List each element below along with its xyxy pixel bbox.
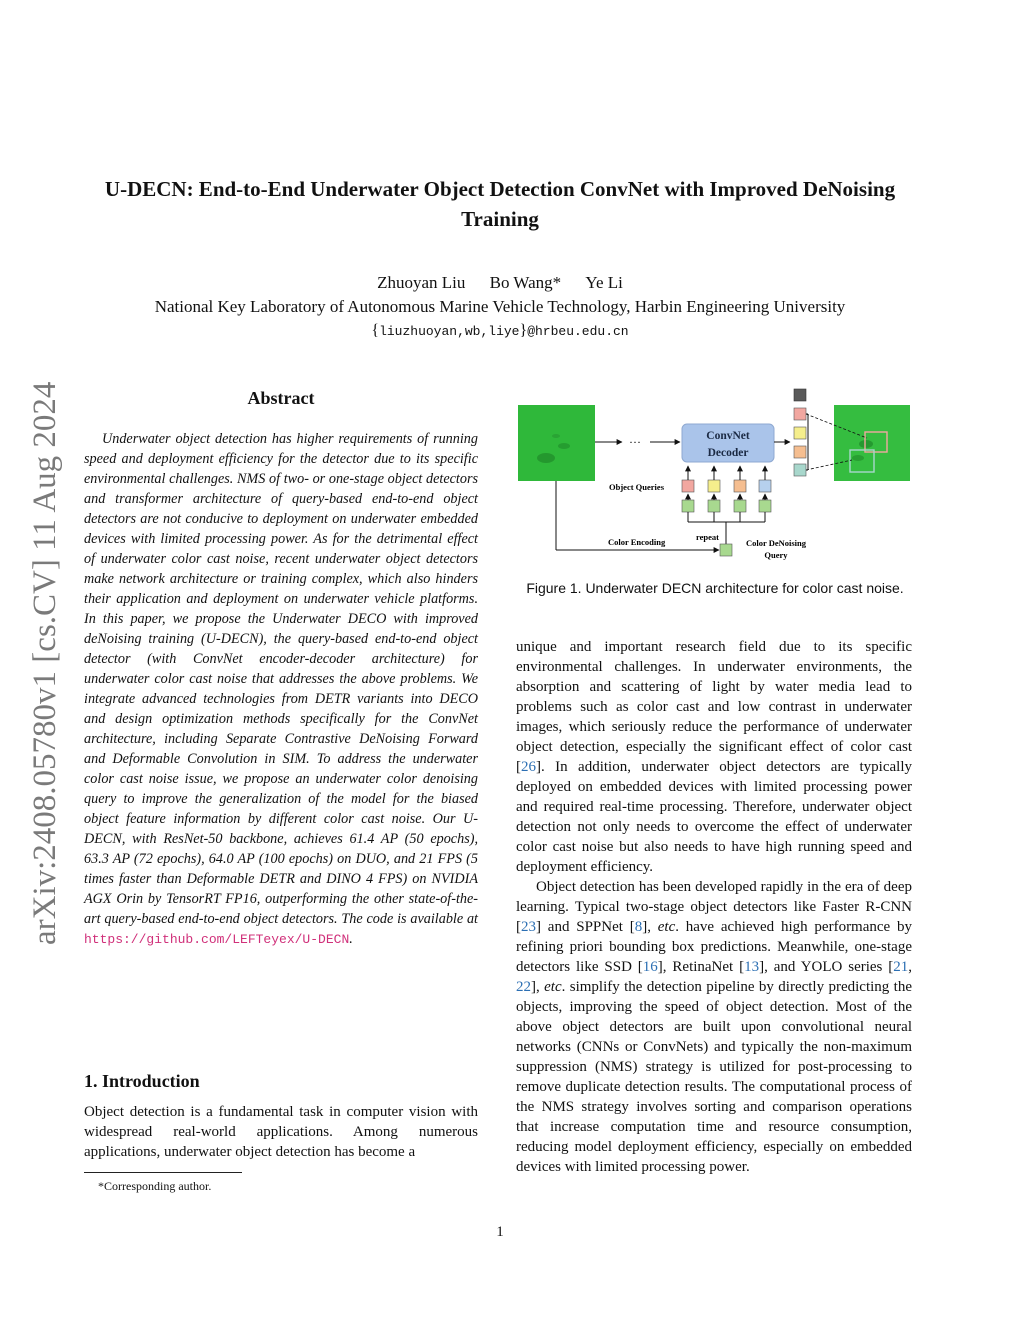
decoder-label-line1: ConvNet [706,430,750,442]
query-up-arrows [688,466,765,480]
text-span: ], RetinaNet [ [657,959,745,975]
cdn-label-line1: Color DeNoising [745,538,807,548]
email-brace-open: { [371,322,380,339]
output-queries [794,389,806,476]
architecture-figure [516,386,914,574]
citation-link[interactable]: 16 [642,959,658,975]
footnote: *Corresponding author. [98,1179,212,1193]
output-image [834,405,910,481]
citation-link[interactable]: 22 [516,979,531,995]
abstract-heading: Abstract [247,388,315,408]
text-span: ], [531,979,545,995]
citation-link[interactable]: 13 [744,959,760,975]
affiliation: National Key Laboratory of Autonomous Marine Vehicle Technology, Harbin Engineering University [154,297,846,316]
color-encoding-label: Color Encoding [608,537,666,547]
author-email[interactable] [80,320,920,343]
text-span: . have achieved high performance by refining priori bounding box predictions. Meanwhile, one-stage detectors like SSD [ [516,919,912,975]
email-names: liuzhuoyan,wb,liye [379,324,520,339]
color-encoding-square [720,544,732,556]
right-column-text [516,637,912,1177]
body-paragraph [516,637,912,877]
email-domain: @hrbeu.edu.cn [527,324,629,339]
author-name: Ye Li [585,273,623,292]
citation-link[interactable]: 21 [893,959,909,975]
email-brace-close: } [519,322,528,339]
decoder-label-line2: Decoder [707,447,749,459]
code-link[interactable]: https://github.com/LEFTeyex/U-DECN [84,932,350,947]
denoising-up-arrows [688,494,765,500]
intro-paragraph: Object detection is a fundamental task in computer vision with widespread real-world applications. Among numerous applications, underwater object detection has become a [84,1104,478,1160]
repeat-label: repeat [696,532,719,542]
object-queries-label: Object Queries [609,482,664,492]
text-span: etc [544,979,562,995]
citation-link[interactable]: 26 [521,759,536,775]
text-span: etc [657,919,676,935]
author-name: Zhuoyan Liu [377,273,466,292]
author-list [80,271,920,295]
text-span: Object detection has been developed rapidly in the era of deep learning. Typical two-stage object detectors like Faster R-CNN [ [516,879,912,935]
object-query-squares [682,480,771,492]
section-heading-introduction: 1. Introduction [84,1071,200,1091]
text-span: , [908,959,912,975]
text-span: ], and YOLO series [ [759,959,894,975]
author-name: Bo Wang* [489,273,562,292]
figure-caption: Figure 1. Underwater DECN architecture for color cast noise. [526,580,904,596]
text-span: unique and important research field due to its specific environmental challenges. In underwater environments, the absorption and scattering of light by water media lead to problems such as color cast and low contrast in underwater images, which seriously reduce the performance of underwater object detection, especially the significant effect of color cast [ [516,639,912,775]
input-image [518,405,595,481]
abstract-text [84,429,478,950]
body-paragraph [516,877,912,1177]
page-number: 1 [496,1224,504,1240]
ellipsis-text: ··· [629,435,641,449]
cdn-label-line2: Query [764,550,788,560]
text-span: ], [642,919,658,935]
denoising-query-squares [682,500,771,512]
citation-link[interactable]: 8 [634,919,643,935]
abstract-end: . [349,931,353,947]
abstract-body: Underwater object detection has higher requirements of running speed and deployment efficiency for the detector due to its specific environmental challenges. NMS of two- or one-stage object detectors and transformer architecture of query-based end-to-end object detectors are not conducive to deployment on underwater embedded devices with limited processing power. As for the detrimental effect of underwater color cast noise, recent underwater object detectors make network architecture or training complex, which also hinders their application and deployment on underwater vehicle platforms. In this paper, we propose the Underwater DECO with improved deNoising training (U-DECN), the query-based end-to-end object detector (with ConvNet encoder-decoder architecture) for underwater color cast noise that addresses the above problems. We integrate advanced technologies from DETR variants into DECO and design optimization methods specifically for the ConvNet architecture, including Separate Contrastive DeNoising Forward and Deformable Convolution in SIM. To address the underwater color cast noise issue, we propose an underwater color denoising query to improve the generalization of the model for the biased object feature information by different color cast noise. Our U-DECN, with ResNet-50 backbone, achieves 61.4 AP (50 epochs), 63.3 AP (72 epochs), 64.0 AP (100 epochs) on DUO, and 21 FPS (5 times faster than Deformable DETR and DINO 4 FPS) on NVIDIA AGX Orin by TensorRT FP16, outperforming the other state-of-the-art query-based end-to-end object detectors. The code is available at [84,431,478,927]
footnote-rule [84,1172,242,1173]
arxiv-identifier: arXiv:2408.05780v1 [cs.CV] 11 Aug 2024 [27,381,63,945]
text-span: . simplify the detection pipeline by directly predicting the objects, improving the speed of object detection. Most of the above object detectors are built upon convolutional neural networks (CNNs or ConvNets) and typically the non-maximum suppression (NMS) strategy is utilized for post-processing to remove duplicate detection results. The computational process of the NMS strategy involves sorting and comparison operations that increase computation time and resource consumption, reducing model deployment efficiency, especially on embedded devices with limited processing power. [516,979,913,1175]
paper-title: U-DECN: End-to-End Underwater Object Detection ConvNet with Improved DeNoising Training [104,177,896,231]
text-span: ]. In addition, underwater object detectors are typically deployed on embedded devices with limited processing power and required real-time processing. Therefore, underwater object detection not only needs to overcome the effect of underwater color cast noise but also needs to have high running speed and deployment efficiency. [516,759,912,875]
citation-link[interactable]: 23 [521,919,536,935]
text-span: ] and SPPNet [ [536,919,635,935]
